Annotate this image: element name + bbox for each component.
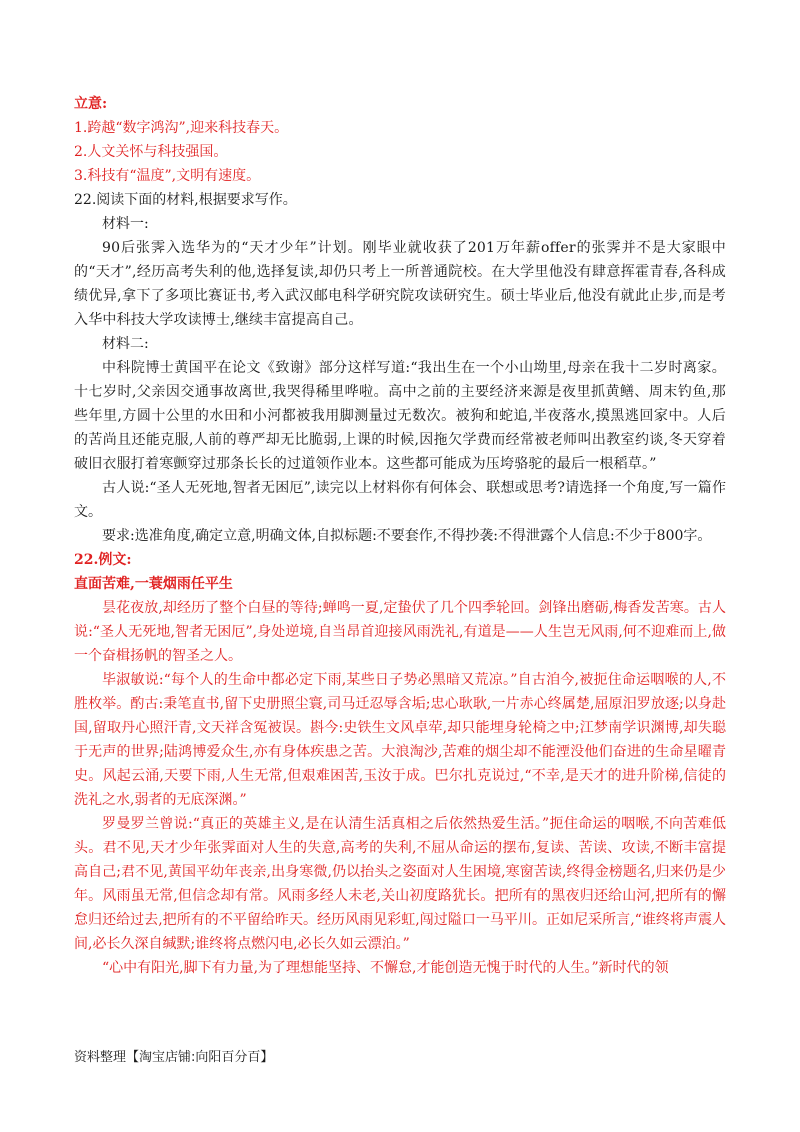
writing-requirements: 要求:选准角度,确定立意,明确文体,自拟标题:不要套作,不得抄袭:不得泄露个人信息:不少于800字。 — [102, 528, 712, 544]
document-page — [74, 92, 726, 980]
theme-point-3: 3.科技有“温度”,文明有速度。 — [74, 168, 261, 184]
essay-paragraph-1: 昙花夜放,却经历了整个白昼的等待;蝉鸣一夏,定蛰伏了几个四季轮回。剑锋出磨砺,梅香发苦寒。古人说:“圣人无死地,智者无困厄”,身处逆境,自当昂首迎接风雨洗礼,有道是——人生岂无风雨,何不迎难而上,做一个奋楫扬帆的智圣之人。 — [74, 600, 726, 664]
essay-paragraph-4: “心中有阳光,脚下有力量,为了理想能坚持、不懈怠,才能创造无愧于时代的人生。”新时代的领 — [102, 960, 669, 976]
material-1-label: 材料一: — [102, 216, 149, 232]
theme-point-1: 1.跨越“数字鸿沟”,迎来科技春天。 — [74, 120, 289, 136]
essay-paragraph-2: 毕淑敏说:“每个人的生命中都必定下雨,某些日子势必黑暗又荒凉。”自古洎今,被扼住命运咽喉的人,不胜枚举。酌古:秉笔直书,留下史册照尘寰,司马迁忍辱含垢;忠心耿耿,一片赤心终属楚,屈原汨罗放逐;以身赴国,留取丹心照汗青,文天祥含冤被误。斟今:史铁生文风卓荦,却只能埋身轮椅之中;江梦南学识渊博,却失聪于无声的世界;陆鸿博爱众生,亦有身体疾患之苦。大浪淘沙,苦难的烟尘却不能湮没他们奋进的生命星曜青史。风起云涌,天要下雨,人生无常,但艰难困苦,玉汝于成。巴尔扎克说过,“不幸,是天才的进升阶梯,信徒的洗礼之水,弱者的无底深渊。” — [74, 672, 726, 808]
theme-label: 立意: — [74, 96, 108, 112]
material-2-text: 中科院博士黄国平在论文《致谢》部分这样写道:“我出生在一个小山坳里,母亲在我十二岁时离家。十七岁时,父亲因交通事故离世,我哭得稀里哗啦。高中之前的主要经济来源是夜里抓黄鳝、周末钓鱼,那些年里,方圆十公里的水田和小河都被我用脚测量过无数次。被狗和蛇追,半夜落水,摸黑逃回家中。人后的苦尚且还能克服,人前的尊严却无比脆弱,上课的时候,因拖欠学费而经常被老师叫出教室约谈,冬天穿着破旧衣服打着寒颤穿过那条长长的过道领作业本。这些都可能成为压垮骆驼的最后一根稻草。” — [74, 360, 726, 472]
essay-label: 22.例文: — [74, 552, 132, 568]
material-1-text: 90后张霁入选华为的“天才少年”计划。刚毕业就收获了201万年薪offer的张霁并不是大家眼中的“天才”,经历高考失利的他,选择复读,却仍只考上一所普通院校。在大学里他没有肆意挥霍青春,各科成绩优异,拿下了多项比赛证书,考入武汉邮电科学研究院攻读研究生。硕士毕业后,他没有就此止步,而是考入华中科技大学攻读博士,继续丰富提高自己。 — [74, 240, 726, 328]
writing-prompt: 古人说:“圣人无死地,智者无困厄”,读完以上材料你有何体会、联想或思考?请选择一个角度,写一篇作文。 — [74, 480, 726, 520]
material-2-label: 材料二: — [102, 336, 149, 352]
essay-title: 直面苦难,一蓑烟雨任平生 — [74, 576, 233, 592]
essay-paragraph-3: 罗曼罗兰曾说:“真正的英雄主义,是在认清生活真相之后依然热爱生活。”扼住命运的咽喉,不向苦难低头。君不见,天才少年张霁面对人生的失意,高考的失利,不屈从命运的摆布,复读、苦读、攻读,不断丰富提高自己;君不见,黄国平幼年丧亲,出身寒微,仍以抬头之姿面对人生困境,寒窗苦读,终得金榜题名,归来仍是少年。风雨虽无常,但信念却有常。风雨多经人未老,关山初度路犹长。把所有的黑夜归还给山河,把所有的懈怠归还给过去,把所有的不平留给昨天。经历风雨见彩虹,闯过隘口一马平川。正如尼采所言,“谁终将声震人间,必长久深自缄默;谁终将点燃闪电,必长久如云漂泊。” — [74, 816, 726, 952]
page-footer: 资料整理【淘宝店铺:向阳百分百】 — [74, 1050, 274, 1065]
theme-point-2: 2.人文关怀与科技强国。 — [74, 144, 228, 160]
question-intro: 22.阅读下面的材料,根据要求写作。 — [74, 192, 297, 208]
